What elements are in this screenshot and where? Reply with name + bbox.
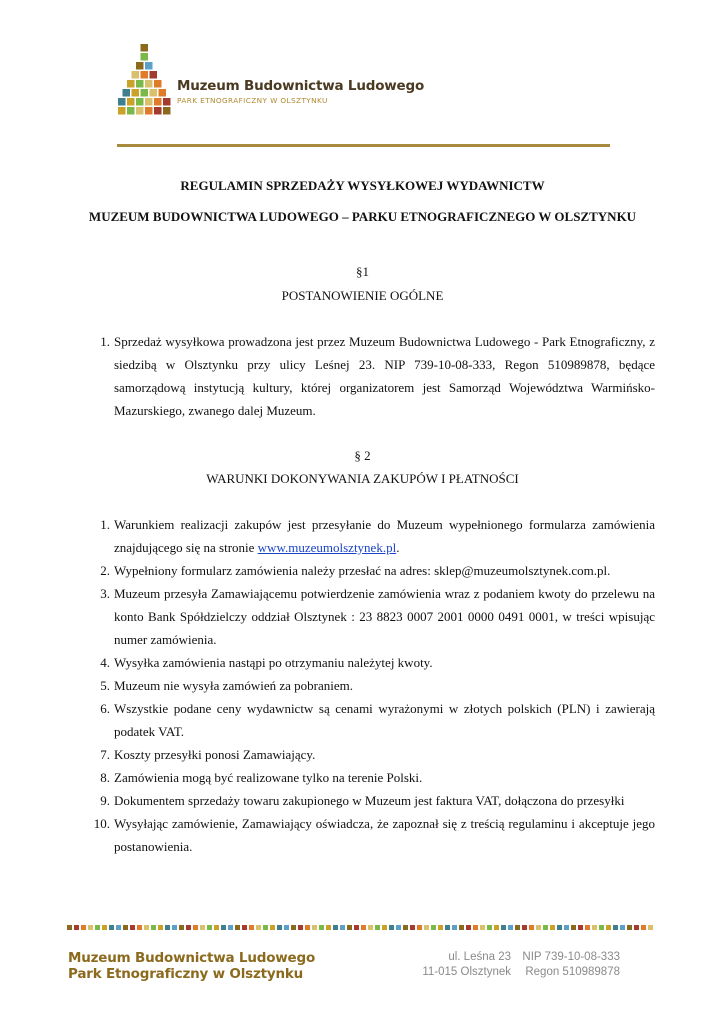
logo-tile [127, 107, 135, 115]
logo-tile [154, 107, 162, 115]
footer-dot [599, 925, 604, 930]
document-subtitle: MUZEUM BUDOWNICTWA LUDOWEGO – PARKU ETNOGRAFICZNEGO W OLSZTYNKU [88, 209, 637, 224]
footer-dot [487, 925, 492, 930]
footer-dot [214, 925, 219, 930]
footer-dot [613, 925, 618, 930]
footer-dot [228, 925, 233, 930]
footer-dot [375, 925, 380, 930]
website-link[interactable]: www.muzeumolsztynek.pl [257, 540, 397, 555]
museum-logo [115, 40, 425, 120]
list-item [70, 812, 655, 858]
logo-tile [136, 98, 144, 106]
item-number: 1. [100, 517, 110, 532]
footer-dot [522, 925, 527, 930]
footer-dot [221, 925, 226, 930]
footer-dot [585, 925, 590, 930]
footer-dot [354, 925, 359, 930]
section2-number: § 2 [354, 448, 371, 463]
footer-dot [641, 925, 646, 930]
item-text: Koszty przesyłki ponosi Zamawiający. [114, 747, 316, 762]
footer-dot [648, 925, 653, 930]
footer-regon: Regon 510989878 [525, 966, 620, 978]
logo-tile [136, 80, 144, 88]
item-number: 3. [100, 586, 110, 601]
logo-tile [136, 107, 144, 115]
item-number: 4. [100, 655, 110, 670]
footer-dot [277, 925, 282, 930]
logo-tile [150, 89, 158, 97]
logo-tile [163, 107, 171, 115]
item-text: Muzeum przesyła Zamawiającemu potwierdzenie zamówienia wraz z podaniem kwoty do przelewu na konto Bank Spółdzielczy oddział Olsztynek : 23 8823 0007 2001 0000 0491 0001, w treści wpisując numer zamówienia. [114, 586, 655, 647]
footer-dot [466, 925, 471, 930]
footer-dot [284, 925, 289, 930]
header-divider [117, 144, 610, 147]
list-item [70, 789, 655, 812]
section2-list [70, 513, 655, 858]
list-item [70, 674, 655, 697]
logo-tile [141, 44, 149, 52]
list-item [70, 330, 655, 422]
footer-dot [592, 925, 597, 930]
logo-tile [145, 98, 153, 106]
section2-heading: WARUNKI DOKONYWANIA ZAKUPÓW I PŁATNOŚCI [206, 471, 519, 486]
footer-dot [431, 925, 436, 930]
item-number: 5. [100, 678, 110, 693]
item-number: 2. [100, 563, 110, 578]
footer-dot [123, 925, 128, 930]
list-item [70, 743, 655, 766]
footer-dot [270, 925, 275, 930]
item-number: 1. [100, 334, 110, 349]
logo-tile [145, 80, 153, 88]
footer-dot [368, 925, 373, 930]
footer-dot [186, 925, 191, 930]
footer-dot [396, 925, 401, 930]
footer-dot [347, 925, 352, 930]
item-text: Wysyłka zamówienia nastąpi po otrzymaniu należytej kwoty. [114, 655, 433, 670]
footer-dot [508, 925, 513, 930]
footer-dot [389, 925, 394, 930]
footer-dot [606, 925, 611, 930]
document-title: REGULAMIN SPRZEDAŻY WYSYŁKOWEJ WYDAWNICTW [180, 178, 545, 193]
item-text-end: . [396, 540, 400, 555]
item-text: Wszystkie podane ceny wydawnictw są cenami wyrażonymi w złotych polskich (PLN) i zawierają podatek VAT. [114, 701, 655, 739]
logo-mosaic-icon [115, 40, 175, 120]
logo-tile [141, 53, 149, 61]
item-text: Sprzedaż wysyłkowa prowadzona jest przez Muzeum Budownictwa Ludowego - Park Etnograficzny, z siedzibą w Olsztynku przy ulicy Leśnej 23. NIP 739-10-08-333, Regon 510989878, będące samorządową instytucją kultury, której organizatorem jest Samorząd Województwa Warmińsko-Mazurskiego, zwanego dalej Muzeum. [114, 334, 655, 418]
footer-dot [501, 925, 506, 930]
item-text: Warunkiem realizacji zakupów jest przesyłanie do Muzeum wypełnionego formularza zamówienia znajdującego się na stronie [114, 517, 655, 555]
logo-tile [118, 98, 126, 106]
footer-dot [627, 925, 632, 930]
logo-tile [132, 89, 140, 97]
footer-dot [312, 925, 317, 930]
logo-tile [154, 80, 162, 88]
footer-dot [88, 925, 93, 930]
list-item [70, 582, 655, 651]
footer-dot [340, 925, 345, 930]
footer-dot [256, 925, 261, 930]
footer-dot [326, 925, 331, 930]
footer-dot [165, 925, 170, 930]
logo-tile [136, 62, 144, 70]
footer-dot [172, 925, 177, 930]
footer-park-name: Park Etnograficzny w Olsztynku [68, 966, 304, 982]
footer-dot [459, 925, 464, 930]
logo-tile [127, 98, 135, 106]
list-item [70, 766, 655, 789]
footer-dot [578, 925, 583, 930]
item-text: Dokumentem sprzedaży towaru zakupionego w Muzeum jest faktura VAT, dołączona do przesyłki [114, 793, 625, 808]
footer-dot [417, 925, 422, 930]
list-item [70, 651, 655, 674]
footer-dot [291, 925, 296, 930]
footer-street: ul. Leśna 23 [448, 951, 511, 963]
footer-dot [452, 925, 457, 930]
logo-title: Muzeum Budownictwa Ludowego [177, 78, 425, 94]
logo-tile [123, 89, 131, 97]
item-number: 8. [100, 770, 110, 785]
logo-tile [145, 62, 153, 70]
footer-dot [263, 925, 268, 930]
footer-dot [74, 925, 79, 930]
footer-dot [445, 925, 450, 930]
footer-dot [536, 925, 541, 930]
logo-tile [141, 89, 149, 97]
footer-dot [424, 925, 429, 930]
logo-tile [145, 107, 153, 115]
logo-tile [141, 71, 149, 79]
footer-dot [144, 925, 149, 930]
footer-dot [151, 925, 156, 930]
logo-subtitle: PARK ETNOGRAFICZNY W OLSZTYNKU [177, 96, 328, 105]
list-item [70, 513, 655, 559]
footer-dot [564, 925, 569, 930]
footer-dot [67, 925, 72, 930]
logo-tile [127, 80, 135, 88]
item-number: 10. [93, 816, 110, 831]
list-item [70, 697, 655, 743]
footer-dot [298, 925, 303, 930]
footer-dot [319, 925, 324, 930]
item-number: 7. [100, 747, 110, 762]
footer-dot [480, 925, 485, 930]
footer-dot [207, 925, 212, 930]
footer-city: 11-015 Olsztynek [422, 966, 511, 978]
section1-number: §1 [356, 264, 369, 279]
item-number: 9. [100, 793, 110, 808]
footer-nip: NIP 739-10-08-333 [522, 951, 620, 963]
list-item [70, 559, 655, 582]
item-text: Wysyłając zamówienie, Zamawiający oświadcza, że zapoznał się z treścią regulaminu i akceptuje jego postanowienia. [114, 816, 655, 854]
footer-dot [249, 925, 254, 930]
footer-dot [620, 925, 625, 930]
footer-dot [179, 925, 184, 930]
footer-dot [81, 925, 86, 930]
footer-dot [333, 925, 338, 930]
footer-dot [473, 925, 478, 930]
footer-dot [571, 925, 576, 930]
footer-dot [543, 925, 548, 930]
footer-dot [109, 925, 114, 930]
footer-museum-name: Muzeum Budownictwa Ludowego [68, 950, 316, 966]
section1-list [70, 330, 655, 422]
footer-dot [557, 925, 562, 930]
footer-dot [235, 925, 240, 930]
footer-dot [158, 925, 163, 930]
logo-tile [118, 107, 126, 115]
footer-dot [403, 925, 408, 930]
footer-dot [361, 925, 366, 930]
logo-tile [150, 71, 158, 79]
footer-dot [515, 925, 520, 930]
footer-dot [242, 925, 247, 930]
footer-dot [634, 925, 639, 930]
footer-dot [410, 925, 415, 930]
footer-dotted-border [67, 925, 657, 931]
logo-tile [132, 71, 140, 79]
footer-dot [130, 925, 135, 930]
logo-tile [163, 98, 171, 106]
footer-dot [102, 925, 107, 930]
footer-dot [494, 925, 499, 930]
footer-dot [137, 925, 142, 930]
logo-tile [159, 89, 167, 97]
logo-tile [154, 98, 162, 106]
footer-dot [438, 925, 443, 930]
footer-dot [116, 925, 121, 930]
item-text: Muzeum nie wysyła zamówień za pobraniem. [114, 678, 353, 693]
footer-dot [305, 925, 310, 930]
footer-dot [200, 925, 205, 930]
footer-dot [529, 925, 534, 930]
footer-dot [193, 925, 198, 930]
section1-heading: POSTANOWIENIE OGÓLNE [281, 288, 444, 303]
footer-dot [550, 925, 555, 930]
footer-dot [382, 925, 387, 930]
item-number: 6. [100, 701, 110, 716]
item-text: Wypełniony formularz zamówienia należy przesłać na adres: sklep@muzeumolsztynek.com.pl. [114, 563, 611, 578]
item-text: Zamówienia mogą być realizowane tylko na terenie Polski. [114, 770, 423, 785]
footer-dot [95, 925, 100, 930]
